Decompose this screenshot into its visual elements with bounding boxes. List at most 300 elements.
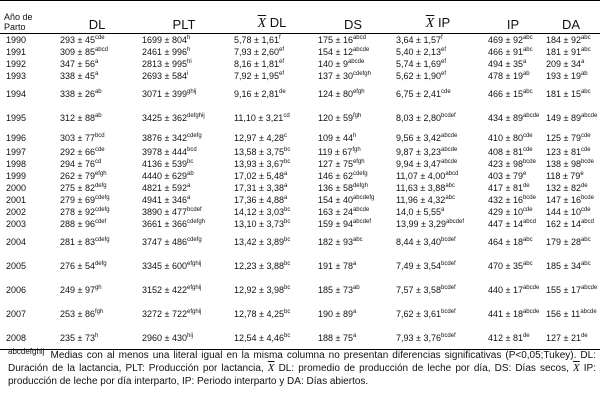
- dl-cell: [56, 170, 138, 182]
- cell-value: 193 ± 19: [546, 70, 581, 81]
- significance-letters: de: [522, 182, 530, 189]
- significance-letters: cde: [580, 132, 591, 139]
- mean-ip-cell: [392, 158, 484, 170]
- x-bar-symbol: $\overline{X}$: [257, 16, 267, 31]
- cell-value: 127 ± 21: [546, 332, 581, 343]
- mean-dl-cell: [230, 106, 314, 130]
- da-cell: [542, 194, 600, 206]
- mean-ip-cell: [392, 58, 484, 70]
- ip-cell: [484, 206, 542, 218]
- da-cell: [542, 218, 600, 230]
- significance-letters: hij: [186, 332, 193, 339]
- significance-letters: gh: [94, 284, 102, 291]
- cell-value: 159 ± 94: [318, 218, 353, 229]
- cell-value: 288 ± 96: [60, 218, 95, 229]
- mean-dl-cell: [230, 194, 314, 206]
- cell-value: 132 ± 82: [546, 182, 581, 193]
- cell-value: 127 ± 75: [318, 158, 353, 169]
- significance-letters: de: [278, 88, 286, 95]
- ip-cell: [484, 82, 542, 106]
- significance-letters: efghij: [186, 308, 202, 315]
- cell-value: 182 ± 93: [318, 236, 353, 247]
- cell-value: 162 ± 14: [546, 218, 581, 229]
- year-cell: 2002: [6, 206, 27, 217]
- significance-letters: ef: [440, 46, 446, 53]
- ip-cell: [484, 46, 542, 58]
- significance-letters: cde: [522, 132, 533, 139]
- table-row: [0, 146, 600, 158]
- ip-cell: [484, 70, 542, 82]
- cell-value: 119 ± 67: [318, 146, 353, 157]
- ds-cell: [314, 34, 392, 46]
- mean-ip-cell: [392, 130, 484, 146]
- significance-letters: e: [522, 170, 527, 177]
- dl-cell: [56, 70, 138, 82]
- cell-value: 3661 ± 366: [142, 218, 187, 229]
- cell-value: 466 ± 91: [488, 46, 523, 57]
- plt-cell: [138, 254, 230, 278]
- cell-value: 154 ± 12: [318, 46, 353, 57]
- significance-letters: abcde: [347, 58, 365, 65]
- cell-value: 11,07 ± 4,00: [396, 170, 446, 181]
- significance-letters: e: [580, 170, 584, 177]
- significance-letters: ab: [94, 112, 102, 119]
- cell-value: 4136 ± 539: [142, 158, 187, 169]
- cell-value: 11,96 ± 4,32: [396, 194, 446, 205]
- cell-value: 147 ± 16: [546, 194, 581, 205]
- significance-letters: cde: [522, 206, 533, 213]
- plt-cell: [138, 194, 230, 206]
- significance-letters: ef: [440, 58, 446, 65]
- table-row: [0, 182, 600, 194]
- significance-letters: abc: [445, 194, 455, 201]
- ip-cell: [484, 278, 542, 302]
- year-cell: 1999: [6, 170, 27, 181]
- cell-value: 13,10 ± 3,73: [234, 218, 284, 229]
- da-cell: [542, 326, 600, 350]
- year-cell: 2008: [6, 332, 27, 343]
- cell-value: 185 ± 34: [546, 260, 581, 271]
- dl-column-header: DL: [56, 1, 138, 34]
- cell-value: 11,63 ± 3,88: [396, 182, 446, 193]
- mean-ip-cell: [392, 206, 484, 218]
- significance-letters: bc: [283, 158, 291, 165]
- table-row: [0, 34, 600, 46]
- plt-cell: [138, 218, 230, 230]
- table-row: [0, 218, 600, 230]
- plt-cell: [138, 278, 230, 302]
- significance-letters: bcdef: [440, 284, 456, 291]
- significance-letters: abcde: [522, 112, 540, 119]
- cell-value: 278 ± 92: [60, 206, 95, 217]
- cell-value: 191 ± 78: [318, 260, 353, 271]
- dl-cell: [56, 58, 138, 70]
- significance-letters: ef: [440, 70, 446, 77]
- table-header-row: [0, 1, 600, 34]
- da-cell: [542, 130, 600, 146]
- dl-cell: [56, 302, 138, 326]
- mean-ip-cell: [392, 34, 484, 46]
- significance-letters: ef: [278, 46, 284, 53]
- cell-value: 17,02 ± 5,48: [234, 170, 284, 181]
- cell-value: 4821 ± 592: [142, 182, 187, 193]
- significance-letters: hi: [186, 58, 192, 65]
- significance-letters: a: [283, 194, 288, 201]
- ip-cell: [484, 302, 542, 326]
- significance-letters: cd: [94, 158, 102, 165]
- cell-value: 338 ± 45: [60, 70, 95, 81]
- cell-value: 3890 ± 477: [142, 206, 187, 217]
- significance-letters: abcdef: [445, 218, 464, 225]
- ds-cell: [314, 230, 392, 254]
- ip-cell: [484, 182, 542, 194]
- dl-cell: [56, 106, 138, 130]
- significance-letters: bcde: [522, 158, 536, 165]
- cell-value: 7,57 ± 3,58: [396, 284, 441, 295]
- cell-value: 149 ± 89: [546, 112, 581, 123]
- cell-value: 123 ± 81: [546, 146, 581, 157]
- significance-letters: a: [94, 70, 99, 77]
- plt-column-header: PLT: [138, 1, 230, 34]
- significance-letters: bcdef: [440, 260, 456, 267]
- significance-letters: bcdef: [440, 236, 456, 243]
- ds-cell: [314, 206, 392, 218]
- cell-value: 440 ± 17: [488, 284, 523, 295]
- mean-dl-cell: [230, 70, 314, 82]
- cell-value: 6,75 ± 2,41: [396, 88, 441, 99]
- cell-value: 432 ± 16: [488, 194, 523, 205]
- dl-cell: [56, 254, 138, 278]
- x-bar-symbol: $\overline{X}$: [572, 362, 580, 374]
- cell-value: 14,0 ± 5,55: [396, 206, 441, 217]
- cell-value: 209 ± 34: [546, 58, 581, 69]
- table-row: [0, 230, 600, 254]
- significance-letters: a: [186, 182, 191, 189]
- year-cell: 2001: [6, 194, 27, 205]
- significance-letters: abc: [580, 260, 591, 267]
- table-row: [0, 170, 600, 182]
- cell-value: 118 ± 79: [546, 170, 581, 181]
- significance-letters: abcdefg: [352, 194, 375, 201]
- plt-cell: [138, 70, 230, 82]
- mean-dl-cell: [230, 326, 314, 350]
- mean-ip-cell: [392, 278, 484, 302]
- plt-cell: [138, 302, 230, 326]
- da-cell: [542, 254, 600, 278]
- ip-cell: [484, 194, 542, 206]
- mean-dl-cell: [230, 182, 314, 194]
- mean-ip-cell: [392, 302, 484, 326]
- cell-value: 429 ± 10: [488, 206, 523, 217]
- year-cell: 1991: [6, 46, 27, 57]
- table-row: [0, 70, 600, 82]
- significance-letters: bcd: [186, 146, 197, 153]
- plt-cell: [138, 34, 230, 46]
- significance-letters: defg: [94, 260, 107, 267]
- cell-value: 4440 ± 629: [142, 170, 187, 181]
- cell-value: 9,16 ± 2,81: [234, 88, 279, 99]
- table-row: [0, 46, 600, 58]
- significance-letters: abcde: [580, 308, 597, 315]
- cell-value: 3152 ± 422: [142, 284, 187, 295]
- mean-dl-cell: [230, 254, 314, 278]
- plt-cell: [138, 146, 230, 158]
- cell-value: 279 ± 69: [60, 194, 95, 205]
- ds-cell: [314, 170, 392, 182]
- cell-value: 2813 ± 995: [142, 58, 187, 69]
- cell-value: 124 ± 80: [318, 88, 353, 99]
- mean-ip-cell: [392, 218, 484, 230]
- year-cell: 2007: [6, 308, 27, 319]
- footnote-text-3: IP: producción de leche por día interparto, IP: Periodo interparto y DA: Días abiertos.: [8, 363, 596, 387]
- da-cell: [542, 106, 600, 130]
- table-row: [0, 130, 600, 146]
- table-row: [0, 326, 600, 350]
- ip-column-header: IP: [484, 1, 542, 34]
- cell-value: 466 ± 15: [488, 88, 523, 99]
- significance-letters: bcdef: [440, 308, 456, 315]
- significance-letters: ef: [278, 70, 284, 77]
- plt-cell: [138, 106, 230, 130]
- significance-letters: ef: [278, 58, 284, 65]
- significance-letters: abcd: [445, 170, 459, 177]
- cell-value: 309 ± 85: [60, 46, 95, 57]
- significance-letters: f: [440, 34, 443, 41]
- significance-letters: fgh: [352, 112, 362, 119]
- table-row: [0, 58, 600, 70]
- significance-letters: cde: [440, 88, 451, 95]
- ip-cell: [484, 230, 542, 254]
- significance-letters: abcdef: [352, 218, 371, 225]
- significance-letters: ab: [522, 70, 530, 77]
- cell-value: 294 ± 76: [60, 158, 95, 169]
- year-cell: 1998: [6, 158, 27, 169]
- cell-value: 17,36 ± 4,88: [234, 194, 284, 205]
- plt-cell: [138, 170, 230, 182]
- cell-value: 5,62 ± 1,90: [396, 70, 441, 81]
- significance-letters: cdefg: [186, 236, 202, 243]
- table-row: [0, 194, 600, 206]
- year-cell: 2000: [6, 182, 27, 193]
- cell-value: 408 ± 81: [488, 146, 523, 157]
- mean-ip-cell: [392, 194, 484, 206]
- cell-value: 469 ± 92: [488, 34, 523, 45]
- cell-value: 154 ± 40: [318, 194, 353, 205]
- mean-dl-cell: [230, 146, 314, 158]
- mean-dl-cell: [230, 218, 314, 230]
- year-column-header: Año de Parto: [0, 1, 56, 34]
- dl-cell: [56, 194, 138, 206]
- cell-value: 146 ± 62: [318, 170, 353, 181]
- da-cell: [542, 58, 600, 70]
- significance-letters: bcde: [522, 194, 536, 201]
- dl-cell: [56, 158, 138, 170]
- footnote-text-2: DL: promedio de producción de leche por día, DS: Días secos,: [278, 363, 573, 374]
- cell-value: 347 ± 56: [60, 58, 95, 69]
- ds-cell: [314, 58, 392, 70]
- year-cell: 2006: [6, 284, 27, 295]
- da-cell: [542, 158, 600, 170]
- cell-value: 410 ± 80: [488, 132, 523, 143]
- cell-value: 185 ± 73: [318, 284, 353, 295]
- da-cell: [542, 278, 600, 302]
- significance-letters: abcd: [94, 46, 108, 53]
- plt-cell: [138, 326, 230, 350]
- da-cell: [542, 46, 600, 58]
- cell-value: 17,31 ± 3,38: [234, 182, 284, 193]
- cell-value: 441 ± 18: [488, 308, 523, 319]
- cell-value: 7,93 ± 3,76: [396, 332, 441, 343]
- year-cell: 1992: [6, 58, 27, 69]
- significance-letters: a: [352, 260, 357, 267]
- significance-letters: abcde: [522, 284, 540, 291]
- ds-cell: [314, 254, 392, 278]
- ip-cell: [484, 146, 542, 158]
- mean-ip-cell: [392, 170, 484, 182]
- ip-cell: [484, 58, 542, 70]
- mean-dl-cell: [230, 130, 314, 146]
- cell-value: 144 ± 10: [546, 206, 581, 217]
- mean-dl-cell: [230, 82, 314, 106]
- significance-letters: cdefgh: [352, 70, 371, 77]
- footnote-marker: abcdefghij: [8, 346, 45, 356]
- significance-letters: cdefgh: [186, 218, 205, 225]
- cell-value: 249 ± 97: [60, 284, 95, 295]
- significance-letters: cd: [283, 112, 290, 119]
- year-cell: 1994: [6, 88, 27, 99]
- dl-cell: [56, 182, 138, 194]
- significance-letters: bcdef: [440, 332, 456, 339]
- ip-cell: [484, 130, 542, 146]
- table-row: [0, 82, 600, 106]
- significance-letters: ab: [352, 284, 360, 291]
- ip-cell: [484, 218, 542, 230]
- significance-letters: abc: [445, 182, 455, 189]
- ds-cell: [314, 146, 392, 158]
- significance-letters: a: [186, 194, 191, 201]
- cell-value: 190 ± 89: [318, 308, 353, 319]
- cell-value: 7,49 ± 3,54: [396, 260, 441, 271]
- mean-dl-cell: [230, 58, 314, 70]
- significance-letters: cdefg: [94, 194, 110, 201]
- cell-value: 12,92 ± 3,98: [234, 284, 284, 295]
- dl-cell: [56, 82, 138, 106]
- cell-value: 7,93 ± 2,60: [234, 46, 279, 57]
- ip-cell: [484, 158, 542, 170]
- cell-value: 470 ± 35: [488, 260, 523, 271]
- significance-letters: cde: [94, 34, 105, 41]
- significance-letters: de: [522, 332, 530, 339]
- year-cell: 1997: [6, 146, 27, 157]
- cell-value: 175 ± 16: [318, 34, 353, 45]
- plt-cell: [138, 206, 230, 218]
- significance-letters: abc: [352, 236, 363, 243]
- cell-value: 292 ± 66: [60, 146, 95, 157]
- plt-cell: [138, 58, 230, 70]
- cell-value: 11,10 ± 3,21: [234, 112, 284, 123]
- cell-value: 181 ± 91: [546, 46, 581, 57]
- da-cell: [542, 34, 600, 46]
- ds-column-header: DS: [314, 1, 392, 34]
- significance-letters: a: [522, 58, 527, 65]
- significance-letters: de: [580, 332, 588, 339]
- da-cell: [542, 302, 600, 326]
- cell-value: 312 ± 88: [60, 112, 95, 123]
- significance-letters: abc: [522, 260, 533, 267]
- significance-letters: a: [352, 308, 357, 315]
- cell-value: 2960 ± 430: [142, 332, 187, 343]
- mean-dl-cell: [230, 34, 314, 46]
- significance-letters: abcde: [352, 46, 370, 53]
- significance-letters: bc: [283, 206, 291, 213]
- significance-letters: abc: [522, 34, 533, 41]
- cell-value: 125 ± 79: [546, 132, 581, 143]
- significance-letters: defg: [94, 182, 107, 189]
- ds-cell: [314, 218, 392, 230]
- cell-value: 3876 ± 342: [142, 132, 187, 143]
- da-cell: [542, 82, 600, 106]
- plt-cell: [138, 82, 230, 106]
- significance-letters: abcd: [522, 218, 536, 225]
- cell-value: 155 ± 17: [546, 284, 581, 295]
- cell-value: 12,78 ± 4,25: [234, 308, 284, 319]
- significance-letters: defgh: [352, 182, 368, 189]
- cell-value: 478 ± 19: [488, 70, 523, 81]
- significance-letters: ghij: [186, 88, 197, 95]
- ds-cell: [314, 70, 392, 82]
- cell-value: 235 ± 73: [60, 332, 95, 343]
- mean-dl-cell: [230, 206, 314, 218]
- cell-value: 12,23 ± 3,88: [234, 260, 284, 271]
- cell-value: 13,93 ± 3,67: [234, 158, 284, 169]
- table-row: [0, 254, 600, 278]
- cell-value: 423 ± 98: [488, 158, 523, 169]
- significance-letters: a: [283, 182, 288, 189]
- significance-letters: abcde: [580, 284, 598, 291]
- cell-value: 464 ± 18: [488, 236, 523, 247]
- significance-letters: i: [186, 70, 189, 77]
- ds-cell: [314, 326, 392, 350]
- plt-cell: [138, 46, 230, 58]
- year-cell: 2004: [6, 236, 27, 247]
- cell-value: 412 ± 81: [488, 332, 523, 343]
- plt-cell: [138, 158, 230, 170]
- plt-cell: [138, 182, 230, 194]
- da-cell: [542, 70, 600, 82]
- da-cell: [542, 230, 600, 254]
- significance-letters: cde: [522, 146, 533, 153]
- significance-letters: ab: [94, 88, 102, 95]
- significance-letters: abc: [580, 34, 591, 41]
- mean-ip-cell: [392, 146, 484, 158]
- x-bar-symbol: $\overline{X}$: [267, 362, 275, 374]
- significance-letters: c: [283, 132, 287, 139]
- mean-ip-cell: [392, 230, 484, 254]
- significance-letters: cdefg: [94, 236, 110, 243]
- cell-value: 179 ± 28: [546, 236, 581, 247]
- significance-letters: abcde: [440, 158, 458, 165]
- cell-value: 5,78 ± 1,61: [234, 34, 279, 45]
- significance-letters: efghij: [186, 260, 202, 267]
- cell-value: 2461 ± 996: [142, 46, 187, 57]
- cell-value: 281 ± 83: [60, 236, 95, 247]
- footnote: [8, 346, 596, 388]
- da-cell: [542, 170, 600, 182]
- mean-dl-column-header: $\overline{X}$ DL: [230, 1, 314, 34]
- dl-cell: [56, 326, 138, 350]
- significance-letters: bcde: [580, 194, 594, 201]
- cell-value: 120 ± 59: [318, 112, 353, 123]
